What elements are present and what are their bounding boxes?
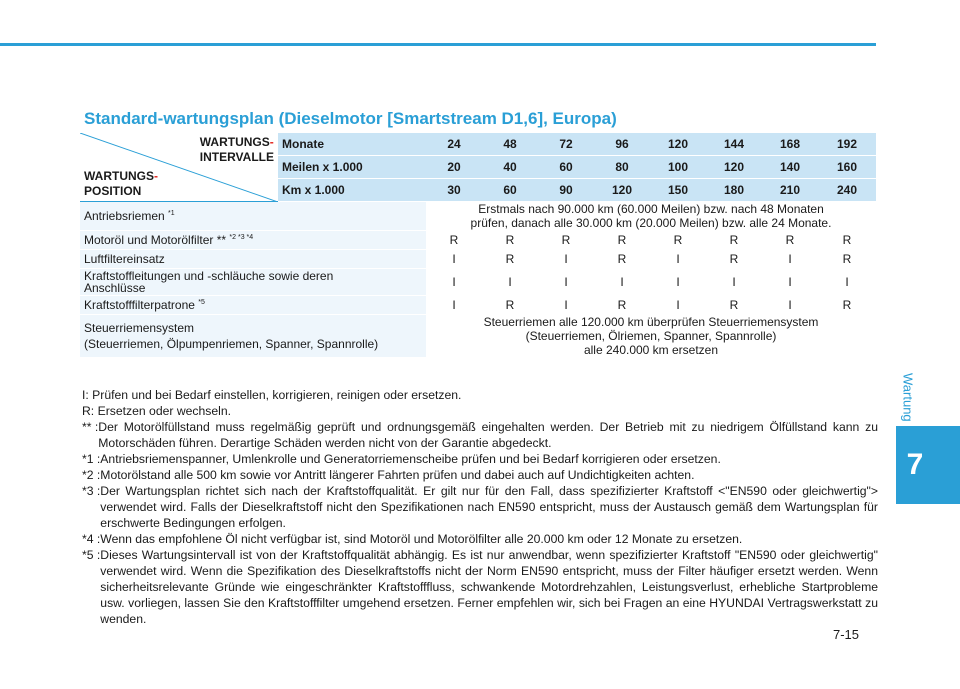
row-value: I	[762, 250, 818, 269]
row-value: I	[538, 296, 594, 315]
note-2: *2 : Motorölstand alle 500 km sowie vor Antritt längerer Fahrten prüfen und dabei auch auf Undichtigkeiten achten.	[82, 468, 695, 482]
row-value: I	[706, 269, 762, 296]
row-value: R	[594, 231, 650, 250]
page-number: 7-15	[833, 627, 860, 642]
row-value: R	[426, 231, 482, 250]
header-value: 30	[426, 179, 482, 202]
row-value: R	[594, 250, 650, 269]
note-5: *5 : Dieses Wartungsintervall ist von der Kraftstoffqualität abhängig. Es ist nur anwendbar, wenn spezifizierter Kraftstoff "EN590 oder gleichwertig" verwendet wird. Wenn die Spezifikation des Dieselkraftstoffs nicht der Norm EN590 entspricht, muss der Filter häufiger ersetzt werden. Wenn sicherheitsrelevante Gründe wie eingeschränkter Kraftstofffluss, schwankende Motordrehzahlen, Leistungsverlust, erhebliche Startprobleme usw. vorliegen, lassen Sie den Kraftstofffilter umgehend ersetzen. Ferner empfehlen wir, sich bei Fragen an eine HYUNDAI Vertragswerkstatt zu wenden.	[82, 548, 878, 626]
row-value: I	[818, 269, 876, 296]
row-value: R	[818, 231, 876, 250]
chapter-number-tab	[896, 426, 960, 504]
intervals-label: WARTUNGS- INTERVALLE	[199, 135, 274, 164]
row-value: I	[426, 296, 482, 315]
header-value: 24	[426, 133, 482, 156]
row-label: Motoröl und Motorölfilter ** $^{*2 *3 *4}$	[80, 231, 426, 250]
header-value: 60	[538, 156, 594, 179]
header-value: 160	[818, 156, 876, 179]
red-hyphen: -	[269, 135, 274, 149]
row-value: R	[818, 296, 876, 315]
row-value: I	[762, 269, 818, 296]
row-value: I	[426, 250, 482, 269]
header-value: 140	[762, 156, 818, 179]
table-row-antriebsriemen	[80, 202, 876, 231]
row-label: Antriebsriemen $^{*1}$	[80, 202, 426, 231]
header-value: 150	[650, 179, 706, 202]
header-value: 96	[594, 133, 650, 156]
row-value: R	[482, 296, 538, 315]
row-value: R	[650, 231, 706, 250]
row-value: R	[538, 231, 594, 250]
note-4: *4 : Wenn das empfohlene Öl nicht verfügbar ist, sind Motoröl und Motorölfilter alle 20.000 km oder 12 Monate zu ersetzen.	[82, 532, 743, 546]
row-value: I	[762, 296, 818, 315]
row-value: R	[594, 296, 650, 315]
row-value: I	[650, 296, 706, 315]
chapter-side-label: Wartung	[900, 372, 916, 422]
header-value: 80	[594, 156, 650, 179]
header-label: Monate	[278, 133, 426, 156]
row-value: R	[818, 250, 876, 269]
header-label: Km x 1.000	[278, 179, 426, 202]
row-label: Kraftstofffilterpatrone $^{*5}$	[80, 296, 426, 315]
table-row-luftfilter	[80, 250, 876, 269]
maintenance-table	[80, 133, 876, 358]
row-value: R	[706, 250, 762, 269]
header-row-months	[80, 133, 876, 156]
top-rule	[0, 43, 876, 46]
header-value: 48	[482, 133, 538, 156]
header-value: 180	[706, 179, 762, 202]
header-value: 60	[482, 179, 538, 202]
row-value: I	[650, 250, 706, 269]
row-value: I	[594, 269, 650, 296]
row-value: R	[706, 231, 762, 250]
row-merged-text: Erstmals nach 90.000 km (60.000 Meilen) bzw. nach 48 Monaten prüfen, danach alle 30.000 km (20.000 Meilen) bzw. alle 24 Monate.	[426, 202, 876, 231]
header-value: 240	[818, 179, 876, 202]
row-value: R	[482, 250, 538, 269]
row-value: I	[482, 269, 538, 296]
note-1: *1 : Antriebsriemenspanner, Umlenkrolle und Generatorriemenscheibe prüfen und bei Bedarf korrigieren oder ersetzen.	[82, 452, 721, 466]
row-value: I	[538, 250, 594, 269]
table-corner	[80, 133, 278, 202]
header-value: 100	[650, 156, 706, 179]
row-value: R	[482, 231, 538, 250]
table-row-kraftstoffleitungen	[80, 269, 876, 296]
header-value: 168	[762, 133, 818, 156]
header-value: 120	[706, 156, 762, 179]
header-value: 120	[650, 133, 706, 156]
row-label: Steuerriemensystem (Steuerriemen, Ölpumpenriemen, Spanner, Spannrolle)	[80, 315, 426, 358]
header-label: Meilen x 1.000	[278, 156, 426, 179]
header-value: 144	[706, 133, 762, 156]
chapter-number: 7	[906, 448, 924, 481]
header-value: 20	[426, 156, 482, 179]
note-i: I: Prüfen und bei Bedarf einstellen, korrigieren, reinigen oder ersetzen.	[82, 388, 462, 402]
row-value: I	[650, 269, 706, 296]
note-3: *3 : Der Wartungsplan richtet sich nach der Kraftstoffqualität. Er gilt nur für den Fall, dass spezifizierter Kraftstoff <"EN590 oder gleichwertig"> verwendet wird. Falls der Dieselkraftstoff nicht den Spezifikationen nach EN590 entspricht, muss der Austausch gemäß dem Wartungsplan für erschwerte Bedingungen erfolgen.	[82, 484, 878, 530]
table-row-kraftstofffilter	[80, 296, 876, 315]
row-value: I	[538, 269, 594, 296]
header-value: 210	[762, 179, 818, 202]
header-value: 90	[538, 179, 594, 202]
row-value: R	[706, 296, 762, 315]
header-value: 72	[538, 133, 594, 156]
page-title: Standard-wartungsplan (Dieselmotor [Smartstream D1,6], Europa)	[84, 109, 617, 128]
row-value: I	[426, 269, 482, 296]
table-row-motoroel	[80, 231, 876, 250]
row-value: R	[762, 231, 818, 250]
header-value: 192	[818, 133, 876, 156]
row-label: Luftfiltereinsatz	[80, 250, 426, 269]
row-label: Kraftstoffleitungen und -schläuche sowie deren Anschlüsse	[80, 269, 426, 296]
note-r: R: Ersetzen oder wechseln.	[82, 404, 232, 418]
table-row-steuerriemen	[80, 315, 876, 358]
footnotes	[82, 387, 878, 627]
header-value: 40	[482, 156, 538, 179]
position-label: WARTUNGS- POSITION	[84, 169, 158, 198]
header-value: 120	[594, 179, 650, 202]
red-hyphen: -	[154, 169, 158, 183]
note-double-star: ** : Der Motorölfüllstand muss regelmäßig geprüft und ordnungsgemäß eingehalten werden. Der Betrieb mit zu niedrigem Ölfüllstand kann zu Motorschäden führen. Derartige Schäden werden nicht von der Garantie abgedeckt.	[82, 420, 878, 450]
row-merged-text: Steuerriemen alle 120.000 km überprüfen Steuerriemensystem (Steuerriemen, Ölriemen, Spanner, Spannrolle) alle 240.000 km ersetzen	[426, 315, 876, 358]
